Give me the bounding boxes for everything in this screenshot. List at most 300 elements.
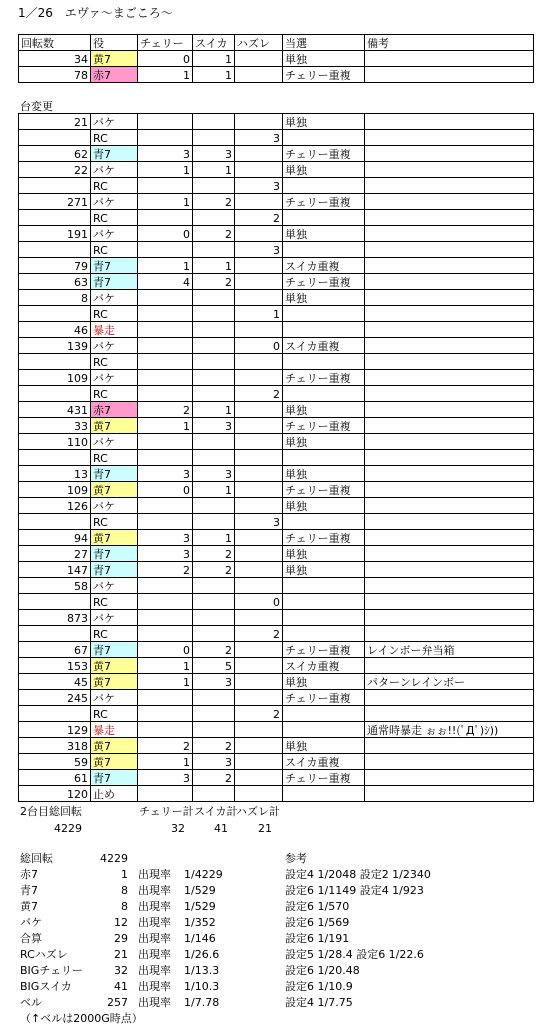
summary-count: 257 [107,996,128,1009]
role-cell: バケ [90,577,138,594]
spin-cell: 33 [18,417,91,434]
role-cell: RC [90,305,138,322]
header-role: 役 [90,34,138,51]
note-cell [364,113,534,130]
role-cell: 黄7 [90,50,138,67]
reference-label: 参考 [285,852,307,865]
rate-label: 出現率 [138,884,171,897]
suika-cell [192,321,235,338]
table-row [0,145,552,162]
suika-cell: 2 [192,769,235,786]
hazure-cell [234,193,283,210]
hazure-cell [234,433,283,450]
role-cell: バケ [90,497,138,514]
role-cell: 黄7 [90,481,138,498]
spin-cell: 78 [18,66,91,83]
note-cell [364,689,534,706]
win-cell [282,609,365,626]
hazure-cell [234,497,283,514]
table-row [0,337,552,354]
win-cell: スイカ重複 [282,257,365,274]
machine2-total: 4229 [54,822,82,835]
table-row [0,625,552,642]
table-row [0,673,552,690]
rate-value: 1/4229 [184,868,223,881]
win-cell [282,625,365,642]
win-cell [282,209,365,226]
cherry-cell [137,305,193,322]
win-cell [282,305,365,322]
cherry-cell: 1 [137,193,193,210]
note-cell [364,497,534,514]
spin-cell: 109 [18,369,91,386]
table-row [0,609,552,626]
win-cell: 単独 [282,737,365,754]
note-cell [364,193,534,210]
hazure-cell [234,641,283,658]
spin-cell [18,513,91,530]
spin-cell: 271 [18,193,91,210]
spin-cell: 431 [18,401,91,418]
hazure-cell: 0 [234,337,283,354]
note-cell [364,305,534,322]
reference-value: 設定4 1/7.75 [285,996,353,1009]
cherry-total-label: チェリー計 [139,805,194,818]
rate-value: 1/26.6 [184,948,220,961]
hazure-cell: 3 [234,129,283,146]
suika-cell [192,721,235,738]
table-row [0,177,552,194]
note-cell [364,129,534,146]
rate-value: 1/352 [184,916,216,929]
cherry-cell [137,177,193,194]
summary-name: BIGスイカ [20,980,72,993]
cherry-cell: 0 [137,50,193,67]
role-cell: バケ [90,289,138,306]
win-cell [282,177,365,194]
win-cell [282,129,365,146]
win-cell [282,577,365,594]
rate-label: 出現率 [138,868,171,881]
note-cell [364,321,534,338]
role-cell: RC [90,385,138,402]
note-cell: パターンレインボー [364,673,534,690]
role-cell: 青7 [90,561,138,578]
reference-value: 設定6 1/191 [285,932,350,945]
spin-cell [18,625,91,642]
hazure-cell [234,289,283,306]
role-cell: バケ [90,193,138,210]
win-cell [282,353,365,370]
hazure-cell [234,689,283,706]
summary-count: 1 [121,868,128,881]
suika-total-label: スイカ計 [194,805,238,818]
hazure-cell [234,449,283,466]
table-row [0,161,552,178]
note-cell [364,337,534,354]
table-row [0,193,552,210]
cherry-cell: 0 [137,481,193,498]
cherry-cell: 3 [137,145,193,162]
role-cell: 止め [90,785,138,802]
summary-total-label: 総回転 [20,852,53,865]
table-row [0,305,552,322]
table-row [0,241,552,258]
hazure-cell [234,273,283,290]
hazure-cell [234,401,283,418]
spin-cell: 27 [18,545,91,562]
cherry-cell [137,321,193,338]
win-cell: チェリー重複 [282,689,365,706]
hazure-cell [234,321,283,338]
hazure-cell [234,609,283,626]
note-cell [364,417,534,434]
cherry-cell [137,705,193,722]
summary-name: 黄7 [20,900,38,913]
table-row [0,641,552,658]
win-cell: 単独 [282,433,365,450]
cherry-cell: 3 [137,545,193,562]
hazure-cell [234,145,283,162]
spin-cell: 46 [18,321,91,338]
role-cell: 黄7 [90,417,138,434]
suika-cell [192,705,235,722]
role-cell: バケ [90,369,138,386]
cherry-cell: 1 [137,753,193,770]
suika-cell [192,449,235,466]
win-cell: 単独 [282,50,365,67]
suika-cell [192,689,235,706]
hazure-cell [234,785,283,802]
win-cell: 単独 [282,545,365,562]
cherry-cell [137,449,193,466]
spin-cell: 63 [18,273,91,290]
hazure-cell [234,721,283,738]
role-cell: RC [90,241,138,258]
suika-cell: 1 [192,257,235,274]
hazure-cell [234,50,283,67]
note-cell [364,657,534,674]
table-row [0,113,552,130]
suika-cell: 3 [192,753,235,770]
role-cell: 赤7 [90,66,138,83]
win-cell: チェリー重複 [282,193,365,210]
role-cell: 黄7 [90,737,138,754]
role-cell: 青7 [90,769,138,786]
suika-cell: 5 [192,657,235,674]
cherry-cell: 3 [137,529,193,546]
hazure-cell: 2 [234,209,283,226]
role-cell: バケ [90,689,138,706]
note-cell [364,353,534,370]
suika-cell [192,577,235,594]
spin-cell [18,305,91,322]
note-cell [364,401,534,418]
rate-label: 出現率 [138,916,171,929]
spin-cell: 58 [18,577,91,594]
table-row [0,401,552,418]
summary-name: 青7 [20,884,38,897]
hazure-total: 21 [258,822,272,835]
cherry-total: 32 [171,822,185,835]
note-cell [364,513,534,530]
suika-cell: 3 [192,417,235,434]
spin-cell: 8 [18,289,91,306]
summary-name: 合算 [20,932,42,945]
suika-cell [192,369,235,386]
suika-cell [192,305,235,322]
role-cell: バケ [90,161,138,178]
cherry-cell: 4 [137,273,193,290]
cherry-cell [137,353,193,370]
cherry-cell [137,433,193,450]
cherry-cell [137,785,193,802]
win-cell: 単独 [282,497,365,514]
rate-label: 出現率 [138,932,171,945]
suika-cell: 2 [192,561,235,578]
role-cell: バケ [90,337,138,354]
spin-cell: 45 [18,673,91,690]
cherry-cell: 3 [137,465,193,482]
cherry-cell: 2 [137,561,193,578]
hazure-cell: 2 [234,625,283,642]
note-cell [364,753,534,770]
note-cell [364,785,534,802]
hazure-cell [234,353,283,370]
spin-cell: 147 [18,561,91,578]
reference-value: 設定6 1/569 [285,916,350,929]
cherry-cell: 1 [137,673,193,690]
table1-header-row [0,34,552,51]
role-cell: 黄7 [90,657,138,674]
suika-cell [192,513,235,530]
suika-cell: 3 [192,145,235,162]
note-cell [364,481,534,498]
table-row [0,385,552,402]
note-cell [364,161,534,178]
reference-value: 設定6 1/570 [285,900,350,913]
hazure-cell: 2 [234,705,283,722]
spin-cell: 13 [18,465,91,482]
suika-cell: 2 [192,545,235,562]
hazure-total-label: ハズレ計 [236,805,280,818]
table-row [0,353,552,370]
win-cell: チェリー重複 [282,481,365,498]
cherry-cell [137,721,193,738]
summary-footnote: （↑ベルは2000G時点） [20,1012,143,1025]
role-cell: 暴走 [90,721,138,738]
role-cell: RC [90,177,138,194]
summary-count: 29 [114,932,128,945]
win-cell [282,241,365,258]
suika-cell: 2 [192,225,235,242]
suika-cell [192,593,235,610]
cherry-cell [137,129,193,146]
reference-value: 設定6 1/1149 設定4 1/923 [285,884,424,897]
win-cell: チェリー重複 [282,529,365,546]
header-cherry: チェリー [137,34,193,51]
suika-cell [192,385,235,402]
note-cell [364,561,534,578]
table-row [0,369,552,386]
cherry-cell: 1 [137,417,193,434]
win-cell: チェリー重複 [282,369,365,386]
spin-cell [18,353,91,370]
table-row [0,785,552,802]
win-cell [282,513,365,530]
win-cell: 単独 [282,161,365,178]
sheet-title: 1／26 エヴァ～まごころ～ [18,6,173,20]
suika-cell: 2 [192,273,235,290]
suika-cell [192,497,235,514]
rate-label: 出現率 [138,948,171,961]
note-cell [364,593,534,610]
hazure-cell: 3 [234,177,283,194]
note-cell [364,449,534,466]
rate-value: 1/146 [184,932,216,945]
role-cell: RC [90,449,138,466]
cherry-cell: 2 [137,737,193,754]
role-cell: 青7 [90,465,138,482]
win-cell: チェリー重複 [282,417,365,434]
note-cell [364,145,534,162]
suika-cell [192,433,235,450]
note-cell [364,66,534,83]
hazure-cell [234,66,283,83]
role-cell: RC [90,625,138,642]
summary-name: 赤7 [20,868,38,881]
win-cell: チェリー重複 [282,769,365,786]
win-cell: 単独 [282,225,365,242]
cherry-cell: 0 [137,225,193,242]
cherry-cell: 0 [137,641,193,658]
note-cell [364,289,534,306]
cherry-cell [137,289,193,306]
table-row [0,529,552,546]
note-cell [364,737,534,754]
hazure-cell: 3 [234,241,283,258]
section-label: 台変更 [20,100,53,113]
note-cell [364,177,534,194]
table-row [0,129,552,146]
note-cell: 通常時暴走 ぉぉ!!(ﾟДﾟ)ｼ)) [364,721,534,738]
summary-count: 12 [114,916,128,929]
hazure-cell [234,417,283,434]
note-cell [364,385,534,402]
win-cell: 単独 [282,561,365,578]
role-cell: 青7 [90,145,138,162]
cherry-cell [137,513,193,530]
table-row [0,769,552,786]
role-cell: RC [90,353,138,370]
table-row [0,465,552,482]
suika-cell [192,785,235,802]
win-cell: 単独 [282,465,365,482]
cherry-cell [137,609,193,626]
spin-cell: 34 [18,50,91,67]
table-row [0,321,552,338]
note-cell [364,241,534,258]
role-cell: 暴走 [90,321,138,338]
note-cell [364,609,534,626]
role-cell: 青7 [90,641,138,658]
suika-cell [192,625,235,642]
suika-cell [192,609,235,626]
win-cell: スイカ重複 [282,753,365,770]
reference-value: 設定6 1/10.9 [285,980,353,993]
hazure-cell [234,529,283,546]
hazure-cell: 1 [234,305,283,322]
note-cell [364,465,534,482]
cherry-cell [137,689,193,706]
cherry-cell [137,113,193,130]
summary-count: 41 [114,980,128,993]
table-row [0,705,552,722]
cherry-cell [137,385,193,402]
table-row [0,225,552,242]
suika-cell: 1 [192,50,235,67]
win-cell [282,593,365,610]
cherry-cell [137,337,193,354]
rate-value: 1/10.3 [184,980,220,993]
suika-cell [192,289,235,306]
spin-cell: 62 [18,145,91,162]
note-cell [364,705,534,722]
spin-cell: 126 [18,497,91,514]
note-cell: レインボー弁当箱 [364,641,534,658]
table-row [0,513,552,530]
rate-value: 1/529 [184,884,216,897]
suika-cell: 1 [192,161,235,178]
role-cell: RC [90,705,138,722]
note-cell [364,209,534,226]
summary-name: BIGチェリー [20,964,83,977]
suika-cell: 1 [192,66,235,83]
summary-count: 21 [114,948,128,961]
spin-cell [18,449,91,466]
suika-cell: 3 [192,673,235,690]
suika-cell: 1 [192,529,235,546]
note-cell [364,369,534,386]
cherry-cell: 1 [137,257,193,274]
table-row [0,497,552,514]
spin-cell: 245 [18,689,91,706]
role-cell: 黄7 [90,673,138,690]
role-cell: 青7 [90,273,138,290]
summary-name: RCハズレ [20,948,68,961]
machine2-label: 2台目総回転 [20,805,82,818]
cherry-cell: 3 [137,769,193,786]
spin-cell: 110 [18,433,91,450]
spin-cell: 129 [18,721,91,738]
hazure-cell [234,737,283,754]
cherry-cell [137,625,193,642]
suika-cell [192,241,235,258]
win-cell: 単独 [282,289,365,306]
cherry-cell: 1 [137,66,193,83]
cherry-cell [137,497,193,514]
suika-cell: 1 [192,481,235,498]
spin-cell: 22 [18,161,91,178]
spin-cell: 21 [18,113,91,130]
hazure-cell [234,753,283,770]
win-cell [282,705,365,722]
suika-cell: 3 [192,465,235,482]
summary-total-value: 4229 [100,852,128,865]
spin-cell [18,177,91,194]
reference-value: 設定6 1/20.48 [285,964,360,977]
hazure-cell [234,577,283,594]
